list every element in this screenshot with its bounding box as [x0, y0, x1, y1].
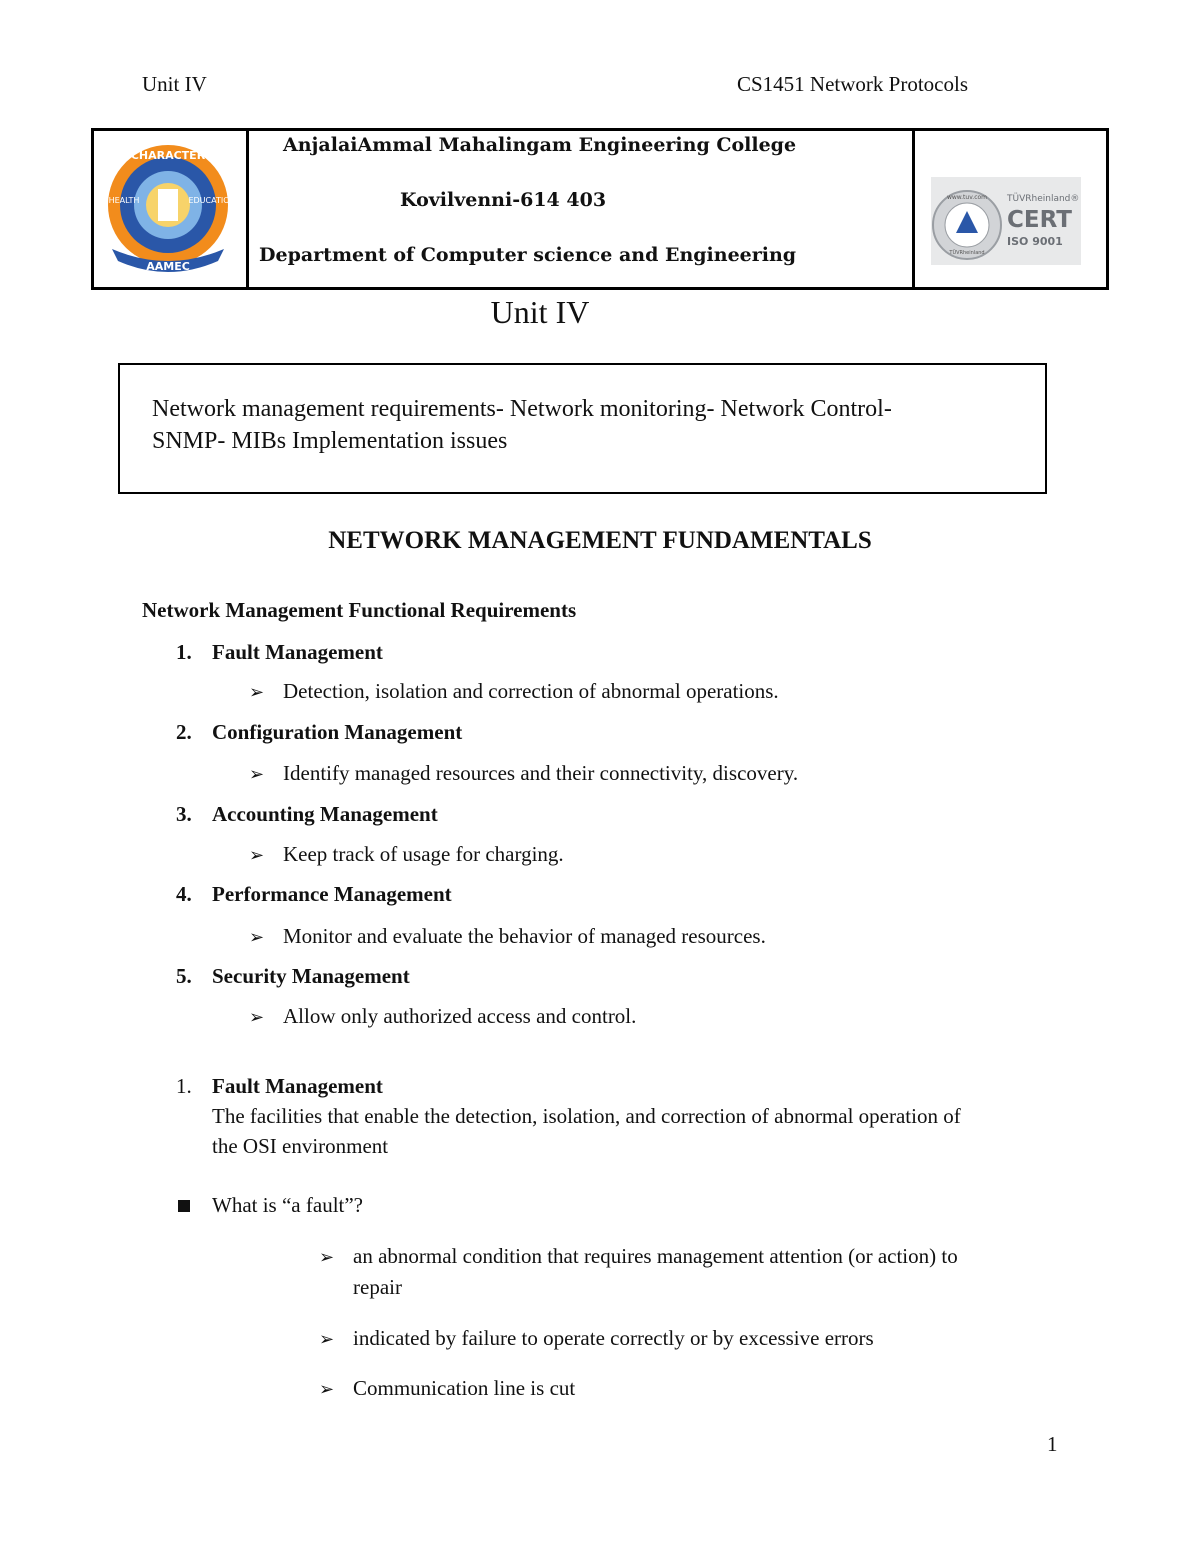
fault-point-line-1: indicated by failure to operate correctly or by excessive errors — [353, 1326, 874, 1350]
arrow-bullet-icon: ➢ — [319, 1379, 335, 1400]
list-item-number: 5. — [176, 964, 192, 988]
functional-requirements-title: Network Management Functional Requirements — [142, 598, 577, 622]
arrow-bullet-icon: ➢ — [249, 927, 265, 948]
fault-description-line-1: The facilities that enable the detection, isolation, and correction of abnormal operation of — [212, 1104, 961, 1128]
fault-section-number: 1. — [176, 1074, 192, 1098]
arrow-bullet-icon: ➢ — [319, 1329, 335, 1350]
running-header-left: Unit IV — [142, 72, 207, 96]
arrow-bullet-icon: ➢ — [249, 682, 265, 703]
fault-section-title: Fault Management — [212, 1074, 383, 1098]
list-item-detail: Monitor and evaluate the behavior of managed resources. — [283, 924, 766, 948]
cert-text-cert: CERT — [1007, 207, 1072, 233]
unit-title: Unit IV — [490, 294, 590, 330]
list-item-detail: Identify managed resources and their connectivity, discovery. — [283, 761, 799, 785]
logo-text-aamec: AAMEC — [146, 260, 190, 273]
arrow-bullet-icon: ➢ — [249, 764, 265, 785]
list-item-title: Accounting Management — [212, 802, 438, 826]
list-item-detail: Allow only authorized access and control. — [283, 1004, 637, 1028]
list-item-detail: Keep track of usage for charging. — [283, 842, 564, 866]
arrow-bullet-icon: ➢ — [249, 845, 265, 866]
cert-text-tuv-small: TÜVRheinland — [949, 250, 985, 256]
college-department: Department of Computer science and Engineering — [259, 244, 797, 266]
list-item-detail: Detection, isolation and correction of abnormal operations. — [283, 679, 779, 703]
list-item-title: Security Management — [212, 964, 410, 988]
list-item-number: 1. — [176, 640, 192, 664]
list-item-title: Performance Management — [212, 882, 452, 906]
list-item-number: 3. — [176, 802, 192, 826]
arrow-bullet-icon: ➢ — [249, 1007, 265, 1028]
iso-cert-icon — [915, 131, 1105, 287]
list-item-number: 4. — [176, 882, 192, 906]
logo-text-education: EDUCATION — [188, 196, 236, 205]
topics-line-1: Network management requirements- Network monitoring- Network Control- — [152, 396, 892, 422]
fault-point-line-1: an abnormal condition that requires management attention (or action) to — [353, 1244, 958, 1268]
college-address: Kovilvenni-614 403 — [400, 189, 607, 211]
topics-line-2: SNMP- MIBs Implementation issues — [152, 428, 508, 454]
section-title: NETWORK MANAGEMENT FUNDAMENTALS — [328, 527, 872, 554]
fault-point-line-1: Communication line is cut — [353, 1376, 576, 1400]
cert-cell — [912, 131, 1106, 287]
logo-text-character: CHARACTER — [130, 149, 206, 162]
cert-text-tuv: TÜVRheinland® — [1007, 194, 1080, 204]
running-header-right: CS1451 Network Protocols — [737, 72, 968, 96]
fault-question: What is “a fault”? — [212, 1193, 363, 1217]
list-item-number: 2. — [176, 720, 192, 744]
logo-cell — [94, 131, 249, 287]
fault-description-line-2: the OSI environment — [212, 1134, 389, 1158]
college-name: AnjalaiAmmal Mahalingam Engineering College — [283, 134, 797, 156]
list-item-title: Configuration Management — [212, 720, 463, 744]
list-item-title: Fault Management — [212, 640, 383, 664]
fault-point-line-2: repair — [353, 1275, 402, 1299]
cert-text-url: www.tuv.com — [946, 194, 988, 201]
logo-text-health: HEALTH — [108, 196, 140, 205]
cert-text-iso: ISO 9001 — [1007, 235, 1063, 248]
college-logo-icon — [94, 131, 244, 287]
arrow-bullet-icon: ➢ — [319, 1247, 335, 1268]
square-bullet-icon — [178, 1200, 190, 1212]
page-number: 1 — [1047, 1432, 1058, 1456]
